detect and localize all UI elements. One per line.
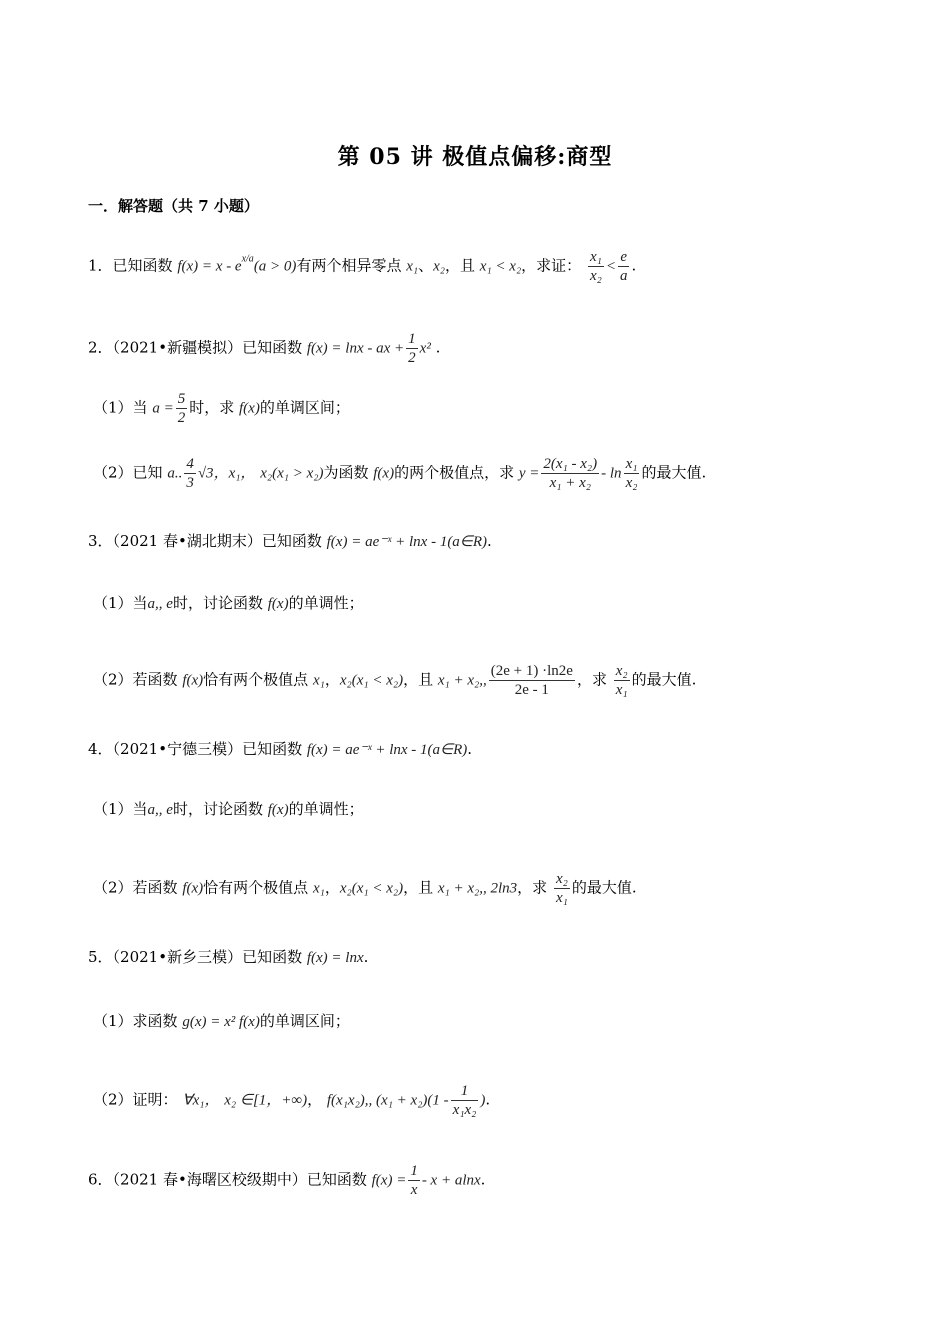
question-text: 恰有两个极值点 [203,670,309,689]
question-2-part-1 [93,390,350,427]
math-fraction: $\frac{5}{2}$ [177,391,186,426]
question-6 [88,1162,485,1199]
question-1 [88,248,636,285]
question-3-part-1 [93,592,364,613]
math-x1: x₁ [312,672,325,689]
question-number: 2． [88,338,113,357]
punctuation: ， [307,1090,323,1109]
question-text: ，求证： [521,256,582,275]
math-x2: x₂ [433,258,445,275]
part-label: （1）当 [93,594,148,612]
math-expr: y = [518,465,540,482]
question-text: 的最大值. [641,463,707,482]
math-function: f(x) = lnx [306,950,364,966]
math-exponent: x/a [241,253,254,265]
math-function: f(x) [267,802,289,818]
question-text: 时，求 [189,398,235,417]
math-function: f(x) [182,672,204,689]
punctuation: . [363,948,369,966]
math-x2: x₂(x₁ < x₂) [339,880,404,897]
question-text: ，求 [517,878,548,897]
math-expr: x₁ + x₂,, 2ln3 [437,880,518,897]
math-fraction: $\frac{e}{a}$ [619,249,628,284]
math-fraction: $\frac{\text{x₂}}{\text{x₁}}$ [615,663,628,698]
math-fraction: $\frac{\text{x₂}}{\text{x₁}}$ [555,871,568,906]
page-title: 第 05 讲 极值点偏移:商型 [337,144,613,170]
math-function: g(x) = x² f(x) [182,1014,260,1030]
math-function: f(x) = lnx - ax + [306,340,405,357]
math-expr: ∀x₁， [182,1092,220,1109]
math-x1: ，x₁， [213,465,256,482]
punctuation: . [487,532,492,550]
math-function: f(x) = ae⁻ˣ + lnx - 1(a∈R) [306,742,468,758]
question-text: 为函数 [323,463,369,482]
math-x1: x₁ [406,258,419,275]
math-fraction: $\frac{(2e + 1) \cdot\ln 2e}{2e - 1}$ [490,663,573,698]
math-root: √3 [197,465,214,482]
math-expr: - ln [601,465,622,482]
math-function: f(x) [182,880,204,897]
math-function: f(x) = ae⁻ˣ + lnx - 1(a∈R) [326,534,488,550]
question-text: 时，讨论函数 [172,594,263,612]
question-3-part-2 [93,662,696,699]
math-fraction: $\frac{1}{2}$ [408,331,416,366]
math-condition: a,, e [147,596,173,612]
question-text: 的单调区间； [259,1012,350,1030]
math-condition: x₁ < x₂ [479,258,522,275]
question-text: 时，讨论函数 [172,800,263,818]
math-expr: x₁ + x₂,, [437,672,487,689]
part-label: （1）求函数 [93,1012,178,1030]
question-text: 已知函数 [112,256,173,275]
question-text: 的单调区间； [259,398,350,417]
question-number: 6． [88,1170,113,1189]
math-expr: ) [480,1092,486,1109]
math-condition: a,, e [147,802,173,818]
punctuation: . [435,338,441,357]
math-fraction: $\frac{1}{x}$ [410,1163,418,1198]
question-text: ，且 [403,878,434,897]
math-expr: - x + alnx [421,1172,481,1189]
question-text: 的单调性； [288,800,364,818]
question-4-part-1 [93,798,364,819]
math-fraction: $\frac{\text{x₁}}{\text{x₂}}$ [625,456,638,491]
math-function: f(x) [373,465,395,482]
question-3 [88,530,492,551]
math-function: f(x) [239,400,260,417]
math-function: f(x) = x - e [177,258,242,275]
math-expr: a = [152,400,174,417]
part-label: （2）若函数 [93,670,178,689]
part-label: （2）已知 [93,463,163,482]
question-number: 4． [88,740,113,758]
question-2-part-2 [93,455,706,492]
math-x2: x₂(x₁ > x₂) [260,465,324,482]
punctuation: . [485,1090,491,1109]
section-heading: 一．解答题（共 7 小题） [88,197,259,215]
question-number: 5． [88,948,113,966]
math-operator: < [605,258,616,275]
part-label: （2）若函数 [93,878,178,897]
question-2 [88,330,440,367]
punctuation: ， [324,670,340,689]
question-text: ，求 [576,670,607,689]
question-source: （2021•新乡三模）已知函数 [112,948,303,966]
separator: 、 [418,256,434,275]
punctuation: . [480,1170,486,1189]
question-text: 的最大值. [631,670,697,689]
question-source: （2021•新疆模拟）已知函数 [112,338,303,357]
math-x1: x₁ [312,880,325,897]
question-4-part-2 [93,870,637,907]
math-inequality: f(x₁x₂),, (x₁ + x₂)(1 - [326,1092,449,1109]
question-source: （2021•宁德三模）已知函数 [112,740,303,758]
math-expr: a.. [167,465,183,482]
math-fraction: $\frac{1}{\text{x₁x₂}}$ [452,1083,477,1118]
question-text: 的最大值. [571,878,637,897]
question-4 [88,738,472,759]
question-5-part-1 [93,1010,350,1031]
punctuation: ， [324,878,340,897]
question-text: 的单调性； [288,594,364,612]
question-text: 有两个相异零点 [296,256,402,275]
question-text: ，且 [445,256,476,275]
question-text: ，且 [403,670,434,689]
question-source: （2021 春•海曙区校级期中）已知函数 [112,1170,367,1189]
question-source: （2021 春•湖北期末）已知函数 [112,532,322,550]
math-fraction: $\frac{\text{2(x₁ - x₂)}}{\text{x₁ + x₂}}$ [543,456,598,491]
question-5 [88,946,368,967]
math-fraction: $\frac{4}{3}$ [186,456,194,491]
math-function: f(x) [267,596,289,612]
math-condition: (a > 0) [253,258,297,275]
part-label: （1）当 [93,800,148,818]
math-expr: x₂ ∈[1，+∞) [224,1092,308,1109]
question-text: 的两个极值点，求 [394,463,515,482]
punctuation: . [631,256,637,275]
math-x2: x₂(x₁ < x₂) [339,672,404,689]
math-fraction: $\frac{\text{x₁}}{\text{x₂}}$ [589,249,602,284]
punctuation: . [467,740,473,758]
math-function: f(x) = [371,1172,407,1189]
part-label: （2）证明： [93,1090,178,1109]
math-term: x² [419,340,431,357]
part-label: （1）当 [93,398,148,417]
question-number: 1． [88,256,113,275]
question-number: 3． [88,532,113,550]
question-5-part-2 [93,1082,490,1119]
question-text: 恰有两个极值点 [203,878,309,897]
